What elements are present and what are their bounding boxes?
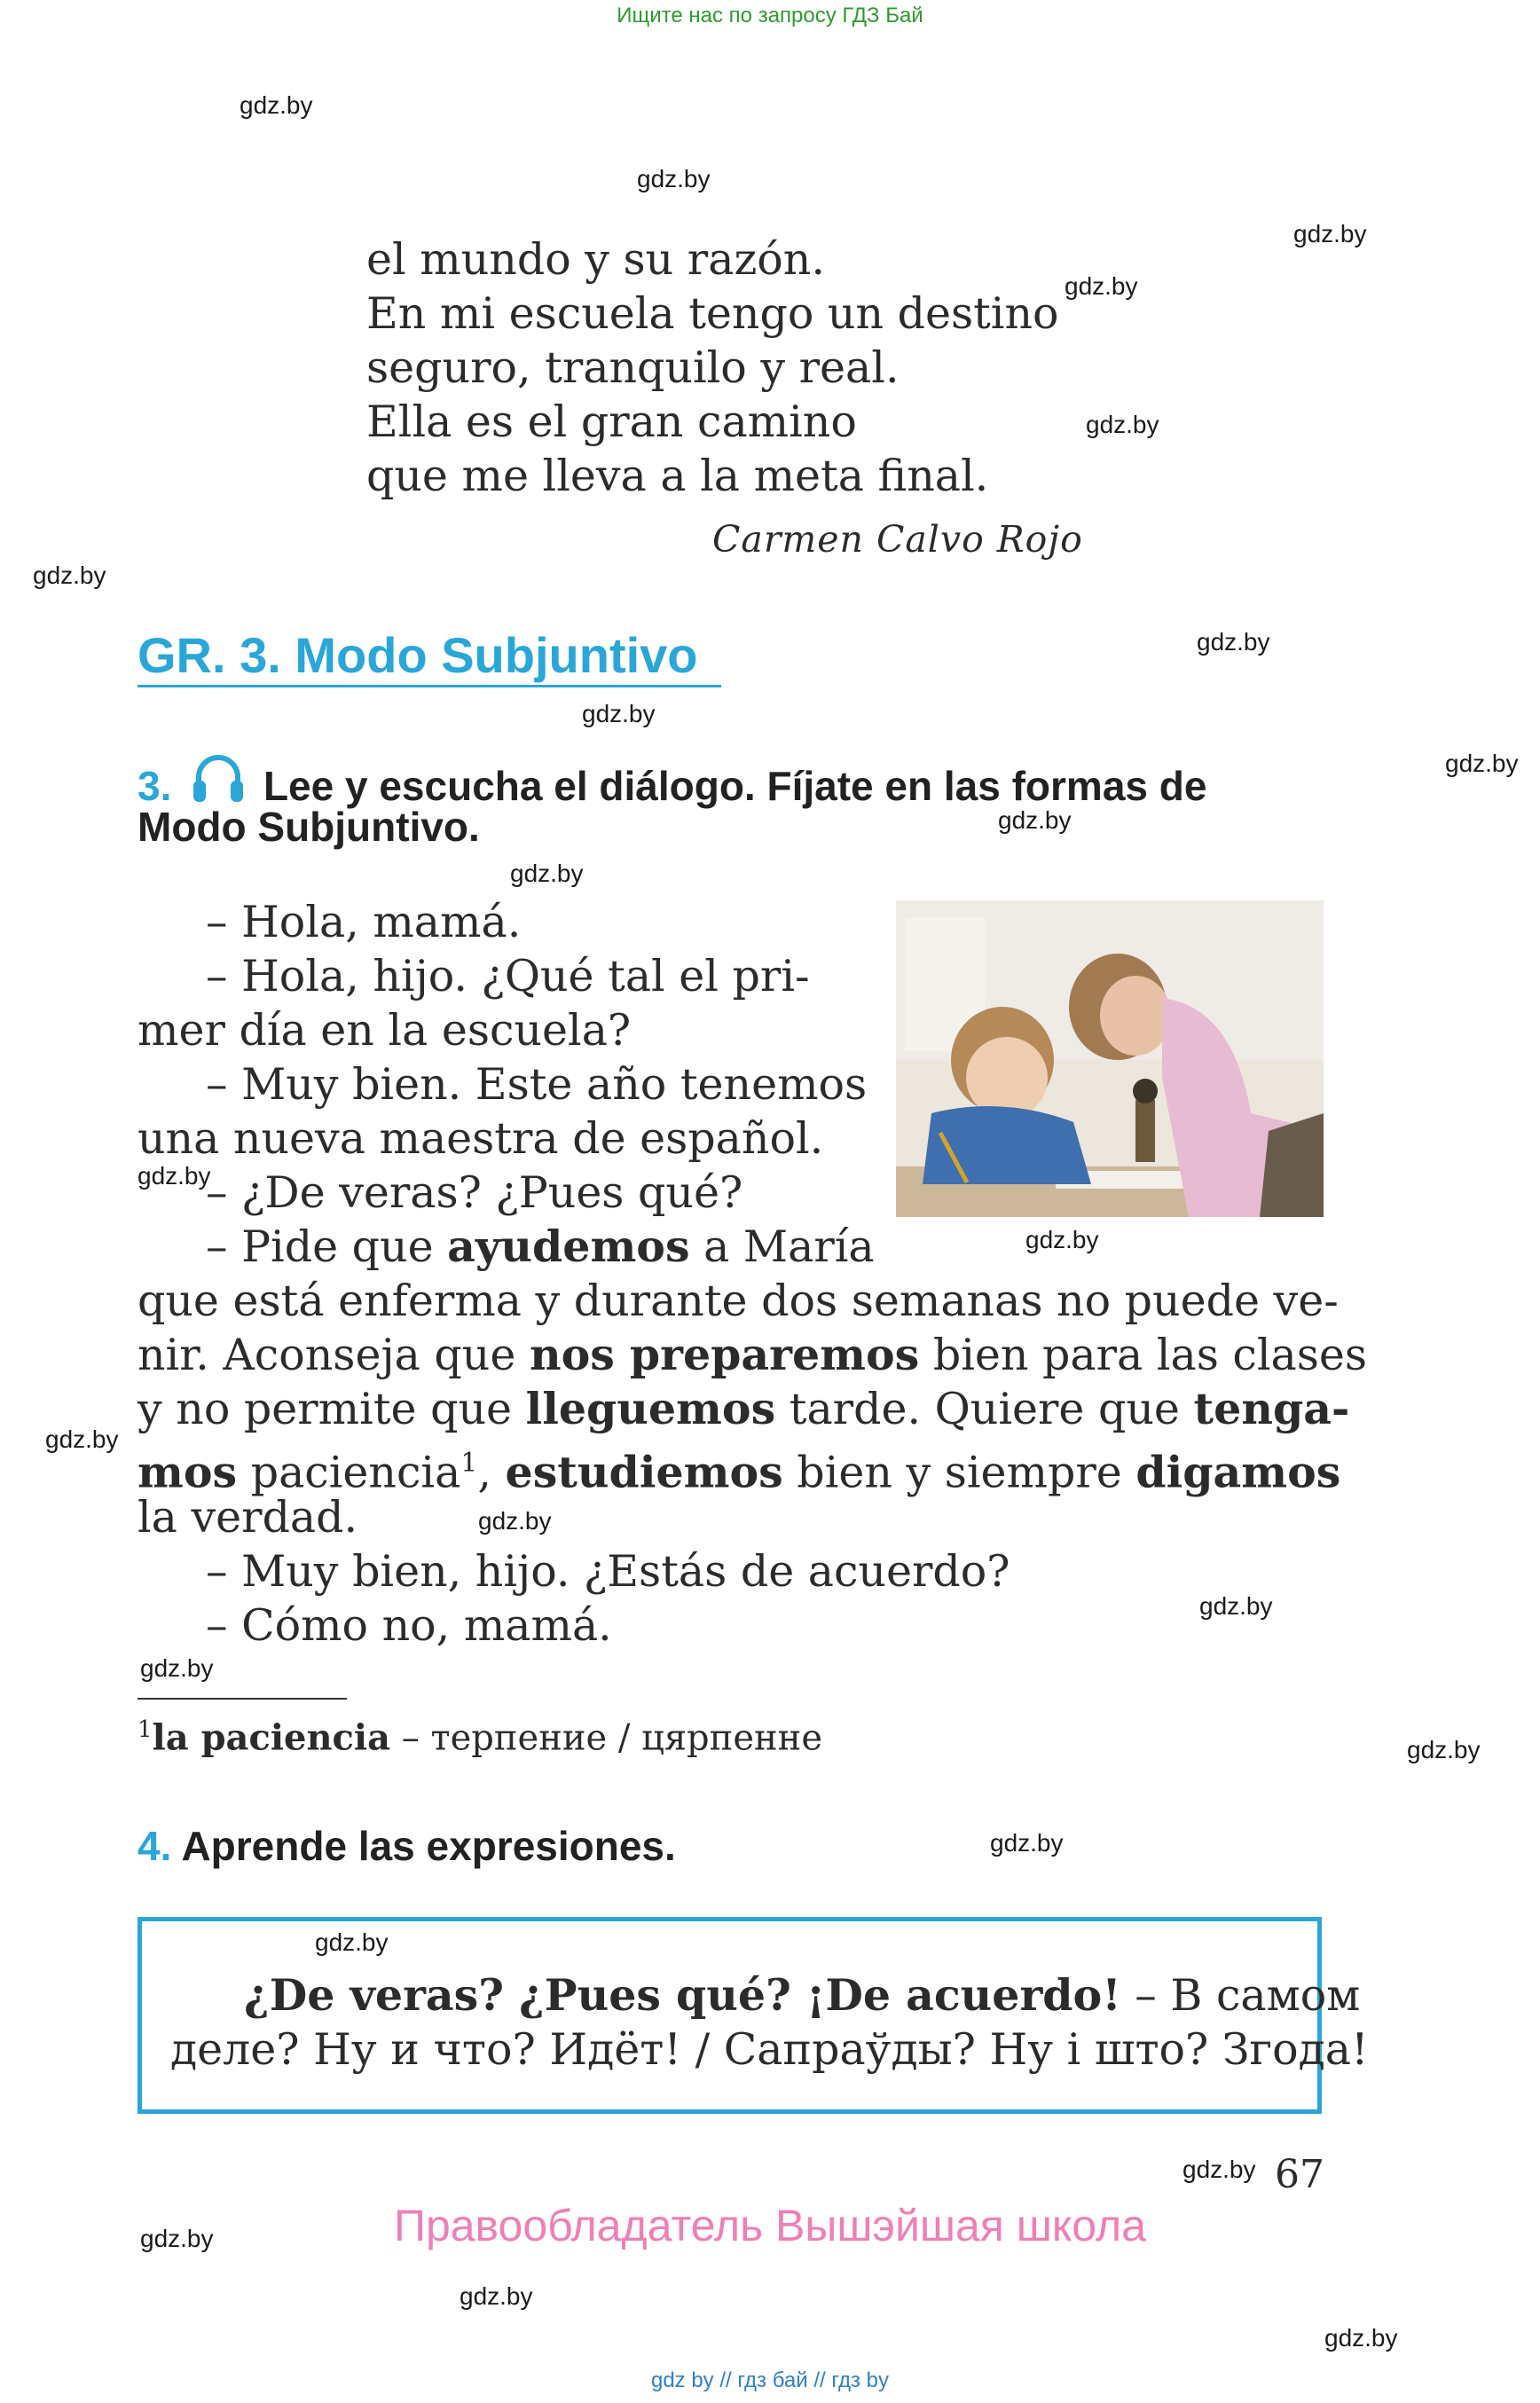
headphones-icon[interactable] [190, 752, 247, 802]
footnote-marker: 1 [460, 1448, 478, 1479]
dialog-line: mer día en la escuela? [138, 1005, 632, 1056]
watermark: gdz.by [460, 2282, 533, 2310]
expression-line: деле? Ну и что? Идёт! / Сапраўды? Ну і што? Згода! [170, 2024, 1369, 2075]
top-banner: Ищите нас по запросу ГДЗ Бай [617, 4, 923, 27]
watermark: gdz.by [990, 1829, 1064, 1857]
poem-line: En mi escuela tengo un destino [366, 288, 1059, 339]
text: a María [689, 1221, 875, 1272]
footnote-translation: – терпение / цярпенне [390, 1717, 822, 1759]
text: – Pide que [206, 1221, 448, 1272]
dialog-line: una nueva maestra de español. [138, 1113, 824, 1164]
text: tarde. Quiere que [775, 1384, 1194, 1434]
section-title: GR. 3. Modo Subjuntivo [138, 627, 698, 683]
mother-son-photo [896, 900, 1324, 1217]
dialog-line: – Muy bien. Este año tenemos [206, 1059, 868, 1110]
dialog-line [206, 1220, 875, 1274]
expression-line [244, 1967, 1360, 2023]
watermark: gdz.by [998, 806, 1072, 834]
dialog-line: – Muy bien, hijo. ¿Estás de acuerdo? [206, 1546, 1010, 1597]
task-number: 4. [138, 1823, 172, 1869]
footnote-divider [138, 1698, 347, 1700]
dialog-line: la verdad. [138, 1492, 358, 1543]
watermark: gdz.by [140, 2225, 214, 2252]
watermark: gdz.by [1407, 1736, 1481, 1763]
poem-line: Ella es el gran camino [366, 397, 857, 447]
subjunctive-verb: ayudemos [447, 1221, 690, 1272]
footnote-number: 1 [138, 1716, 153, 1743]
watermark: gdz.by [637, 165, 711, 192]
task-number: 3. [138, 763, 172, 809]
text: bien y siempre [782, 1447, 1136, 1498]
poem-author: Carmen Calvo Rojo [712, 518, 1083, 561]
copyright-notice: Правообладатель Вышэйшая школа [394, 2201, 1146, 2250]
watermark: gdz.by [45, 1425, 119, 1453]
watermark: gdz.by [140, 1654, 214, 1682]
watermark: gdz.by [1065, 272, 1138, 300]
watermark: gdz.by [1293, 220, 1367, 247]
task-instruction: Lee y escucha el diálogo. Fíjate en las formas de [263, 763, 1207, 809]
footnote [138, 1716, 822, 1758]
watermark: gdz.by [1086, 411, 1159, 438]
dialog-line: – ¿De veras? ¿Pues qué? [206, 1167, 743, 1218]
dialog-line: que está enferma y durante dos semanas no puede ve- [138, 1276, 1339, 1326]
watermark: gdz.by [33, 561, 106, 589]
text: nir. Aconseja que [138, 1330, 530, 1380]
subjunctive-verb: lleguemos [525, 1383, 776, 1434]
watermark: gdz.by [1324, 2324, 1398, 2352]
subjunctive-verb: estudiemos [505, 1446, 783, 1498]
subjunctive-verb: nos preparemos [529, 1329, 920, 1380]
task-4-heading [138, 1821, 676, 1871]
watermark: gdz.by [315, 1928, 389, 1956]
expressions-translation: – В самом [1120, 1970, 1361, 2021]
watermark: gdz.by [138, 1162, 211, 1190]
watermark: gdz.by [1199, 1592, 1273, 1620]
footnote-term: la paciencia [152, 1716, 391, 1759]
dialog-line [138, 1328, 1368, 1382]
dialog-line: – Hola, mamá. [206, 897, 522, 947]
task-3-heading-cont: Modo Subjuntivo. [138, 804, 480, 850]
poem-line: el mundo y su razón. [366, 234, 825, 285]
watermark: gdz.by [240, 91, 313, 119]
dialog-line: – Hola, hijo. ¿Qué tal el pri- [206, 951, 810, 1001]
poem-line: seguro, tranquilo y real. [366, 342, 900, 393]
text: bien para las clases [919, 1330, 1368, 1380]
watermark: gdz.by [582, 700, 656, 727]
page-number: 67 [1275, 2152, 1324, 2197]
subjunctive-verb: digamos [1135, 1446, 1341, 1498]
text: , [477, 1447, 506, 1498]
subjunctive-verb: tenga- [1193, 1383, 1350, 1434]
subjunctive-verb: mos [138, 1446, 238, 1498]
poem-line: que me lleva a la meta final. [366, 451, 989, 501]
dialog-line: – Cómo no, mamá. [206, 1600, 612, 1651]
dialog-line [138, 1382, 1350, 1436]
section-title-underline [138, 685, 721, 687]
text: paciencia [237, 1447, 461, 1498]
watermark: gdz.by [1197, 628, 1270, 656]
expressions-spanish: ¿De veras? ¿Pues qué? ¡De acuerdo! [244, 1969, 1121, 2021]
watermark: gdz.by [478, 1507, 552, 1535]
watermark: gdz.by [1182, 2156, 1256, 2183]
text: y no permite que [138, 1384, 526, 1434]
watermark: gdz.by [1445, 750, 1519, 777]
watermark: gdz.by [510, 860, 584, 887]
watermark: gdz.by [1025, 1226, 1099, 1253]
bottom-links[interactable]: gdz by // гдз бай // гдз by [650, 2368, 890, 2392]
task-instruction: Aprende las expresiones. [181, 1823, 676, 1869]
